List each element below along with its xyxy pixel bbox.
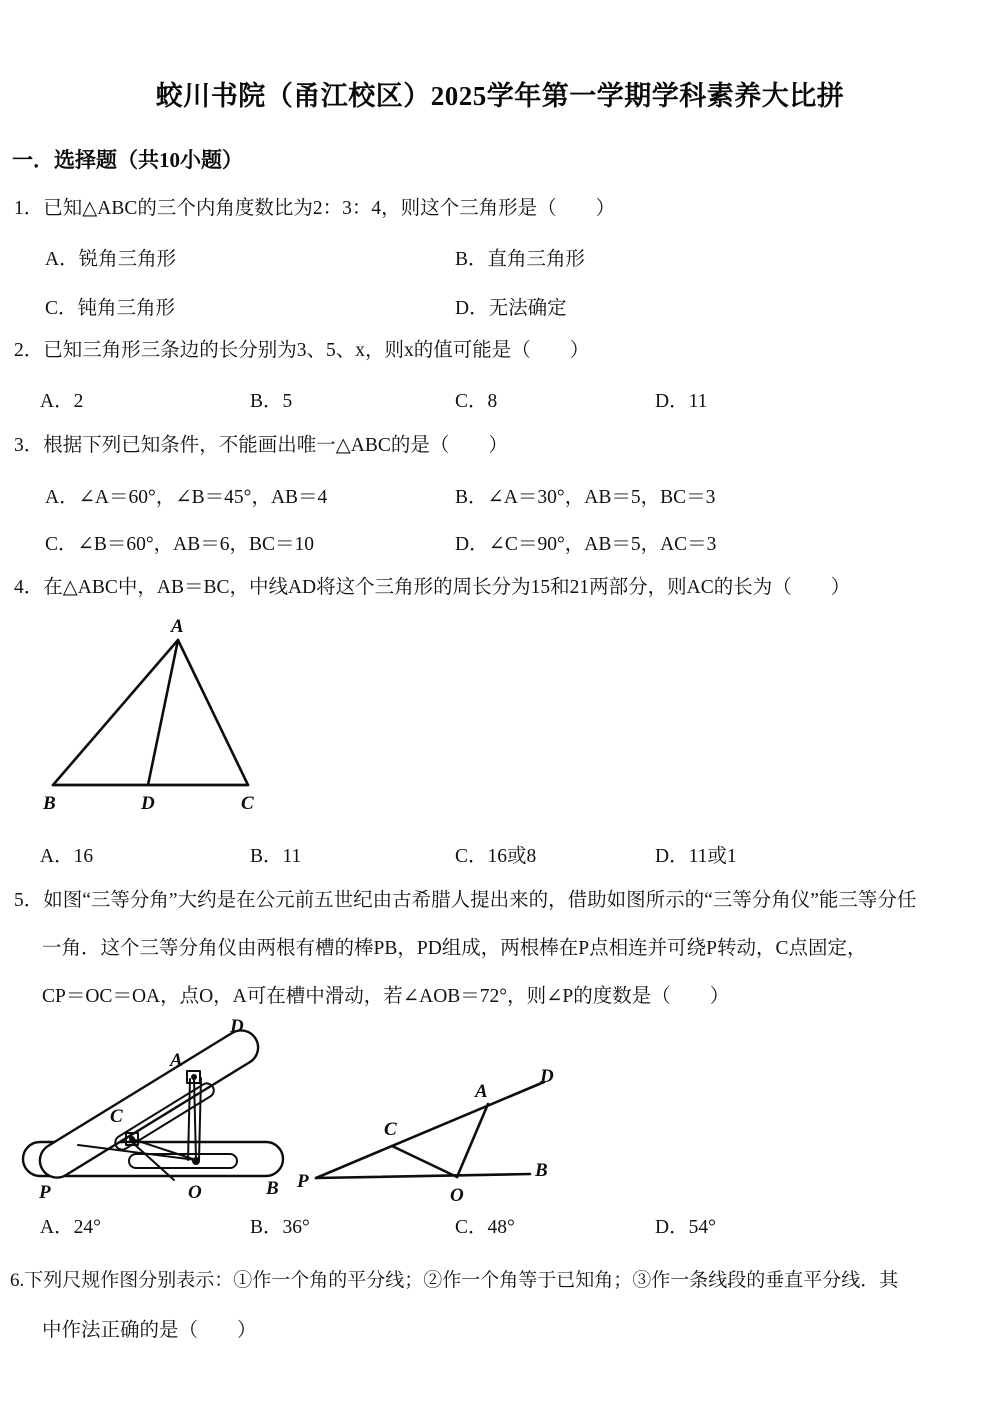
question-5-option-c[interactable]: C．48° xyxy=(455,1217,515,1238)
figure-trisector-geometry xyxy=(292,1060,562,1210)
question-5-option-d[interactable]: D．54° xyxy=(655,1217,716,1238)
question-1-text: 已知△ABC的三个内角度数比为2：3：4，则这个三角形是（ ） xyxy=(43,198,616,219)
geom-label-b: B xyxy=(535,1160,548,1181)
question-4-option-a[interactable]: A．16 xyxy=(40,846,94,867)
question-1-number: 1． xyxy=(14,198,44,219)
question-6-text-2: 中作法正确的是（ ） xyxy=(42,1320,257,1341)
question-3-options-row-2 xyxy=(0,528,1000,556)
question-5-stem-line-1 xyxy=(14,888,916,914)
question-1-stem xyxy=(14,196,615,222)
geom-label-a: A xyxy=(475,1081,488,1102)
question-4-option-b[interactable]: B．11 xyxy=(250,846,302,867)
question-4-option-c[interactable]: C．16或8 xyxy=(455,846,537,867)
question-4-stem xyxy=(14,575,850,601)
question-3-option-b[interactable]: B．∠A＝30°，AB＝5，BC＝3 xyxy=(455,487,716,508)
triangle-label-b: B xyxy=(43,793,56,814)
geom-label-d: D xyxy=(540,1066,554,1087)
device-label-b: B xyxy=(266,1178,279,1199)
question-3-option-a[interactable]: A．∠A＝60°，∠B＝45°，AB＝4 xyxy=(45,487,328,508)
question-5-options-row xyxy=(0,1211,1000,1239)
question-1-options-row-1 xyxy=(0,243,1000,271)
question-2-stem xyxy=(14,338,589,364)
page-title: 蛟川书院（甬江校区）2025学年第一学期学科素养大比拼 xyxy=(155,81,845,111)
triangle-label-c: C xyxy=(241,793,254,814)
device-label-c: C xyxy=(110,1106,123,1127)
question-5-text-1: 如图“三等分角”大约是在公元前五世纪由古希腊人提出来的，借助如图所示的“三等分角仪”能三等分任 xyxy=(43,890,917,911)
question-3-options-row-1 xyxy=(0,481,1000,509)
figure-triangle-abc-median xyxy=(35,618,285,818)
question-6-text-1: 下列尺规作图分别表示：①作一个角的平分线；②作一个角等于已知角；③作一条线段的垂直平分线．其 xyxy=(24,1270,899,1291)
question-3-text: 根据下列已知条件，不能画出唯一△ABC的是（ ） xyxy=(43,435,508,456)
question-5-stem-line-3 xyxy=(42,984,729,1010)
triangle-label-a: A xyxy=(171,616,184,637)
question-4-options-row xyxy=(0,840,1000,868)
device-label-d: D xyxy=(230,1016,244,1037)
question-1-option-b[interactable]: B．直角三角形 xyxy=(455,249,586,270)
geom-label-o: O xyxy=(450,1185,464,1206)
question-3-stem xyxy=(14,433,508,459)
section-heading-multiple-choice: 一．选择题（共10小题） xyxy=(12,148,243,172)
question-2-text: 已知三角形三条边的长分别为3、5、x，则x的值可能是（ ） xyxy=(43,340,590,361)
question-4-number: 4． xyxy=(14,577,44,598)
device-label-p: P xyxy=(39,1182,51,1203)
geom-label-p: P xyxy=(297,1171,309,1192)
question-5-stem-line-2 xyxy=(42,936,866,962)
question-2-number: 2． xyxy=(14,340,44,361)
question-1-option-a[interactable]: A．锐角三角形 xyxy=(45,249,177,270)
question-2-options-row xyxy=(0,385,1000,413)
question-3-number: 3． xyxy=(14,435,44,456)
question-2-option-b[interactable]: B．5 xyxy=(250,391,293,412)
question-5-number: 5． xyxy=(14,890,44,911)
question-5-option-b[interactable]: B．36° xyxy=(250,1217,310,1238)
question-2-option-d[interactable]: D．11 xyxy=(655,391,708,412)
question-5-text-2: 一角．这个三等分角仪由两根有槽的棒PB，PD组成，两根棒在P点相连并可绕P转动，C点固定， xyxy=(42,938,867,959)
figure-trisector-device xyxy=(18,1014,308,1204)
question-3-option-c[interactable]: C．∠B＝60°，AB＝6，BC＝10 xyxy=(45,534,315,555)
question-1-options-row-2 xyxy=(0,292,1000,320)
question-5-option-a[interactable]: A．24° xyxy=(40,1217,101,1238)
geom-label-c: C xyxy=(384,1119,397,1140)
question-4-text: 在△ABC中，AB＝BC，中线AD将这个三角形的周长分为15和21两部分，则AC的长为（ ） xyxy=(43,577,851,598)
question-1-option-d[interactable]: D．无法确定 xyxy=(455,298,567,319)
question-5-text-3: CP＝OC＝OA，点O，A可在槽中滑动，若∠AOB＝72°，则∠P的度数是（ ） xyxy=(42,986,730,1007)
question-6-number: 6. xyxy=(10,1270,25,1291)
question-4-option-d[interactable]: D．11或1 xyxy=(655,846,737,867)
question-6-stem-line-2 xyxy=(42,1318,257,1344)
triangle-label-d: D xyxy=(141,793,155,814)
question-2-option-c[interactable]: C．8 xyxy=(455,391,498,412)
device-label-a: A xyxy=(170,1050,183,1071)
question-1-option-c[interactable]: C．钝角三角形 xyxy=(45,298,176,319)
device-label-o: O xyxy=(188,1182,202,1203)
question-6-stem-line-1 xyxy=(10,1268,898,1294)
question-2-option-a[interactable]: A．2 xyxy=(40,391,84,412)
question-3-option-d[interactable]: D．∠C＝90°，AB＝5，AC＝3 xyxy=(455,534,717,555)
